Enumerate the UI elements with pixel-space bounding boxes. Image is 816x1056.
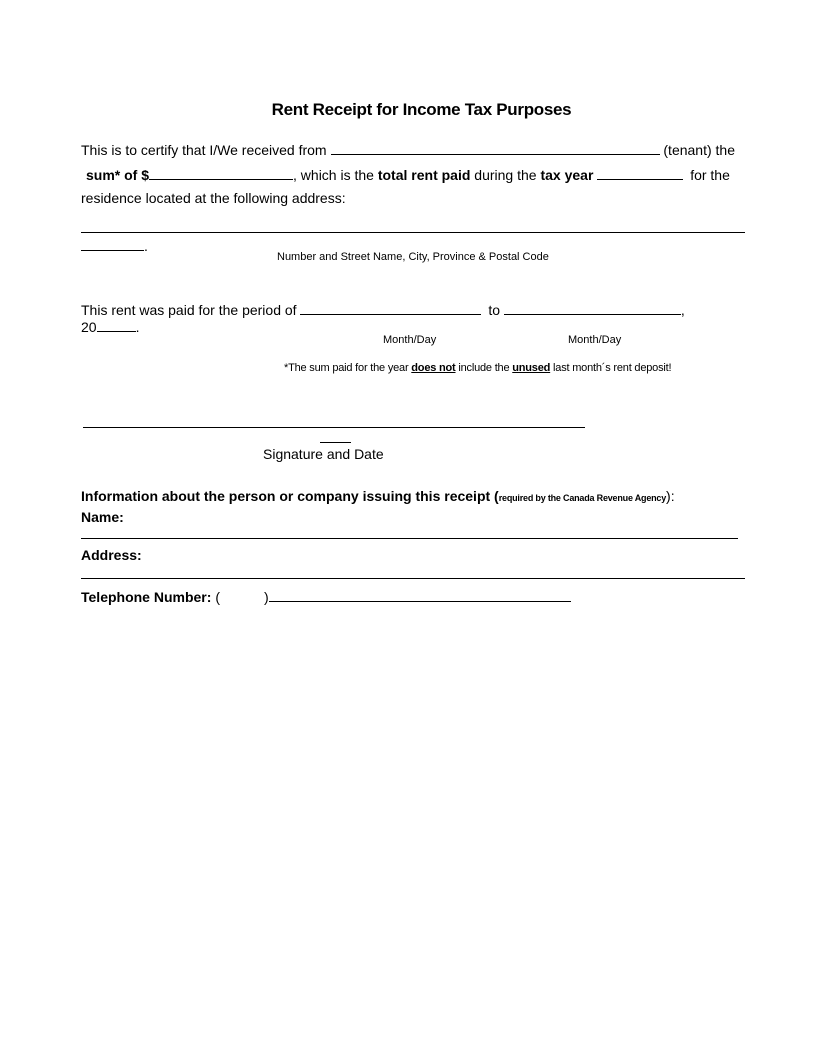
period-to-text: to (488, 302, 501, 318)
phone-open-paren: ( (215, 589, 220, 605)
page-title: Rent Receipt for Income Tax Purposes (271, 100, 572, 119)
tenant-name-field[interactable] (331, 140, 660, 155)
address-caption: Number and Street Name, City, Province & Postal Code (277, 251, 549, 263)
period-prefix: This rent was paid for the period of (81, 302, 297, 318)
period-comma: , (680, 302, 685, 318)
during-the-text: during the (474, 167, 537, 183)
phone-number-field[interactable] (269, 587, 571, 602)
note-part-1: *The sum paid for the year (284, 362, 409, 374)
phone-label: Telephone Number: (81, 589, 212, 605)
year-field[interactable] (97, 317, 136, 332)
issuer-heading-small: required by the Canada Revenue Agency (498, 493, 667, 503)
address-end-period: . (144, 238, 148, 254)
name-line[interactable] (81, 538, 738, 539)
address-line-continued (81, 236, 148, 254)
note-part-3: last month´s rent deposit! (553, 362, 672, 374)
certify-line-2 (86, 165, 730, 183)
period-line (81, 300, 685, 318)
year-prefix: 20 (81, 319, 97, 335)
note-does-not: does not (411, 362, 456, 374)
tax-year-text: tax year (540, 167, 594, 183)
for-the-text: for the (690, 167, 730, 183)
note-part-2: include the (458, 362, 510, 374)
total-rent-paid-text: total rent paid (377, 167, 471, 183)
sum-label: sum* of $ (86, 167, 150, 183)
period-from-field[interactable] (300, 300, 481, 315)
certify-prefix: This is to certify that I/We received from (81, 142, 327, 158)
certify-line-3: residence located at the following address: (81, 190, 346, 206)
issuer-heading (81, 488, 675, 504)
phone-line (81, 587, 571, 605)
signature-line-tail[interactable] (320, 442, 351, 443)
issuer-address-line[interactable] (81, 578, 745, 579)
period-year-line (81, 317, 139, 335)
certify-line-1 (81, 140, 735, 158)
period-to-field[interactable] (504, 300, 681, 315)
name-label: Name: (81, 509, 124, 525)
signature-caption: Signature and Date (263, 446, 384, 462)
certify-suffix: (tenant) the (663, 142, 735, 158)
period-from-caption: Month/Day (383, 334, 437, 346)
note-unused: unused (512, 362, 551, 374)
issuer-heading-end: ): (666, 488, 675, 504)
address-label: Address: (81, 547, 142, 563)
deposit-note (284, 362, 671, 374)
sum-amount-field[interactable] (149, 165, 293, 180)
address-line[interactable] (81, 232, 745, 233)
signature-line[interactable] (83, 427, 585, 428)
tax-year-field[interactable] (597, 165, 683, 180)
which-is-text: , which is the (293, 167, 374, 183)
address-field-end[interactable] (81, 236, 144, 251)
phone-close-paren: ) (263, 589, 269, 605)
year-end-period: . (135, 319, 140, 335)
issuer-heading-text: Information about the person or company issuing this receipt ( (81, 488, 499, 504)
period-to-caption: Month/Day (568, 334, 622, 346)
